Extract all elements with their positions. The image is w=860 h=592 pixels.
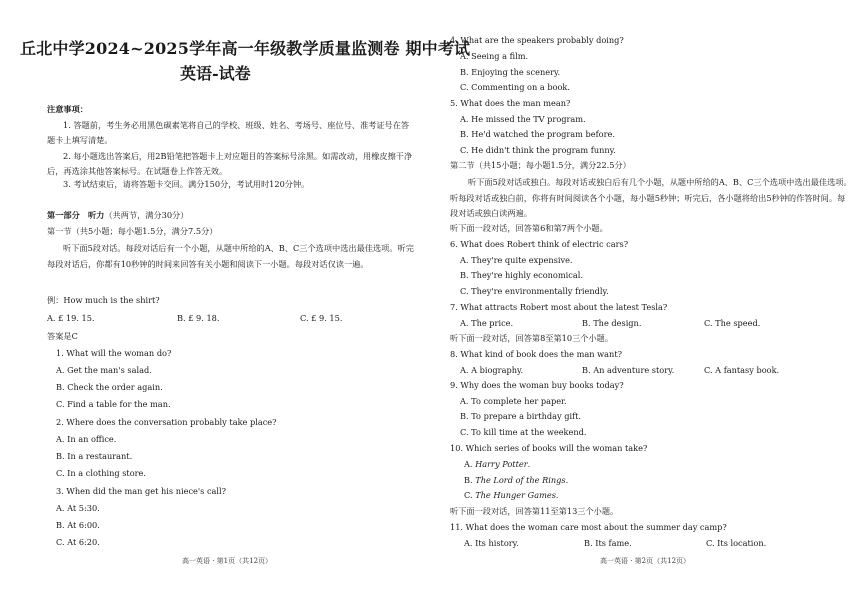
q11-option-b: B. Its fame. [584,538,632,548]
question-7: 7. What attracts Robert most about the latest Tesla? [450,302,668,312]
section2-heading: 第二节（共15小题；每小题1.5分，满分22.5分） [450,160,631,170]
q10-option-c: C. The Hunger Games. [464,490,559,500]
example-option-c: C. £ 9. 15. [300,313,343,323]
q9-option-a: A. To complete her paper. [460,396,567,406]
q2-option-c: C. In a clothing store. [56,468,146,478]
q1-option-b: B. Check the order again. [56,382,163,392]
cue-6-7: 听下面一段对话，回答第6和第7两个小题。 [450,223,608,233]
q4-option-a: A. Seeing a film. [460,51,529,61]
q8-option-a: A. A biography. [460,365,524,375]
cue-11-13: 听下面一段对话，回答第11至第13三个小题。 [450,506,619,516]
q2-option-a: A. In an office. [56,434,117,444]
part1-heading-text: 第一部分 听力 [47,210,105,220]
q3-option-a: A. At 5:30. [56,503,100,513]
example-option-a: A. £ 19. 15. [47,313,95,323]
question-10: 10. Which series of books will the woman take? [450,443,648,453]
q10-option-b-letter: B. [464,475,476,485]
q11-option-a: A. Its history. [464,538,519,548]
q2-option-b: B. In a restaurant. [56,451,133,461]
q1-option-c: C. Find a table for the man. [56,399,171,409]
q7-option-a: A. The price. [460,318,514,328]
q10-option-a: A. Harry Potter. [464,459,531,469]
example-question: 例：How much is the shirt? [47,295,160,305]
q10-option-a-letter: A. [464,459,476,469]
q3-option-c: C. At 6:20. [56,537,100,547]
example-option-b: B. £ 9. 18. [177,313,220,323]
example-answer: 答案是C [47,331,78,341]
q10-option-c-title: The Hunger Games [475,490,556,500]
question-2: 2. Where does the conversation probably take place? [56,417,277,427]
section1-intro: 听下面5段对话。每段对话后有一个小题，从题中所给的A、B、C三个选项中选出最佳选项。听完每段对话后，你都有10秒钟的时间来回答有关小题和阅读下一小题。每段对话仅读一遍。 [47,243,414,269]
page-footer-left: 高一英语 · 第1页（共12页） [182,557,273,565]
q6-option-c: C. They're environmentally friendly. [460,286,609,296]
part1-heading [47,210,188,221]
q4-option-b: B. Enjoying the scenery. [460,67,561,77]
note-2: 2. 每小题选出答案后，用2B铅笔把答题卡上对应题目的答案标号涂黑。如需改动，用橡皮擦干净后，再选涂其他答案标号。在试题卷上作答无效。 [47,151,413,176]
q7-option-b: B. The design. [582,318,642,328]
q5-option-c: C. He didn't think the program funny. [460,145,616,155]
q11-option-c: C. Its location. [706,538,767,548]
q10-option-a-title: Harry Potter [475,459,528,469]
q10-option-c-letter: C. [464,490,476,500]
question-11: 11. What does the woman care most about the summer day camp? [450,522,727,532]
q6-option-b: B. They're highly economical. [460,270,583,280]
q8-option-c: C. A fantasy book. [704,365,780,375]
q6-option-a: A. They're quite expensive. [460,255,573,265]
page-footer-right: 高一英语 · 第2页（共12页） [600,557,691,565]
notes-heading: 注意事项： [47,104,88,114]
q9-option-b: B. To prepare a birthday gift. [460,411,582,421]
q5-option-b: B. He'd watched the program before. [460,129,615,139]
question-1: 1. What will the woman do? [56,348,172,358]
q4-option-c: C. Commenting on a book. [460,82,570,92]
exam-subtitle: 英语-试卷 [180,64,251,83]
q3-option-b: B. At 6:00. [56,520,100,530]
section2-intro: 听下面5段对话或独白。每段对话或独白后有几个小题，从题中所给的A、B、C三个选项中选出最佳选项。听每段对话或独白前，你将有时间阅读各个小题，每小题5秒钟；听完后，各小题将给出5秒钟的作答时间。每段对话或独白读两遍。 [450,177,852,218]
q5-option-a: A. He missed the TV program. [460,114,586,124]
q9-option-c: C. To kill time at the weekend. [460,427,587,437]
q1-option-a: A. Get the man's salad. [56,365,152,375]
cue-8-10: 听下面一段对话，回答第8至第10三个小题。 [450,333,614,343]
section1-heading: 第一节（共5小题；每小题1.5分，满分7.5分） [47,226,218,236]
question-9: 9. Why does the woman buy books today? [450,380,624,390]
question-4: 4. What are the speakers probably doing? [450,35,624,45]
note-3: 3. 考试结束后，请将答题卡交回。满分150分，考试用时120分钟。 [63,179,310,189]
page-right [430,0,860,592]
q7-option-c: C. The speed. [704,318,761,328]
part1-heading-note: （共两节，满分30分） [104,210,189,220]
q10-option-b: B. The Lord of the Rings. [464,475,569,485]
note-1: 1. 答题前，考生务必用黑色碳素笔将自己的学校、班级、姓名、考场号、座位号、准考证号在答题卡上填写清楚。 [47,120,410,145]
q10-option-b-title: The Lord of the Rings [475,475,566,485]
question-8: 8. What kind of book does the man want? [450,349,622,359]
question-3: 3. When did the man get his niece's call? [56,486,227,496]
question-6: 6. What does Robert think of electric cars? [450,239,629,249]
q8-option-b: B. An adventure story. [582,365,675,375]
exam-title: 丘北中学2024~2025学年高一年级教学质量监测卷 期中考试 [20,39,471,58]
question-5: 5. What does the man mean? [450,98,571,108]
